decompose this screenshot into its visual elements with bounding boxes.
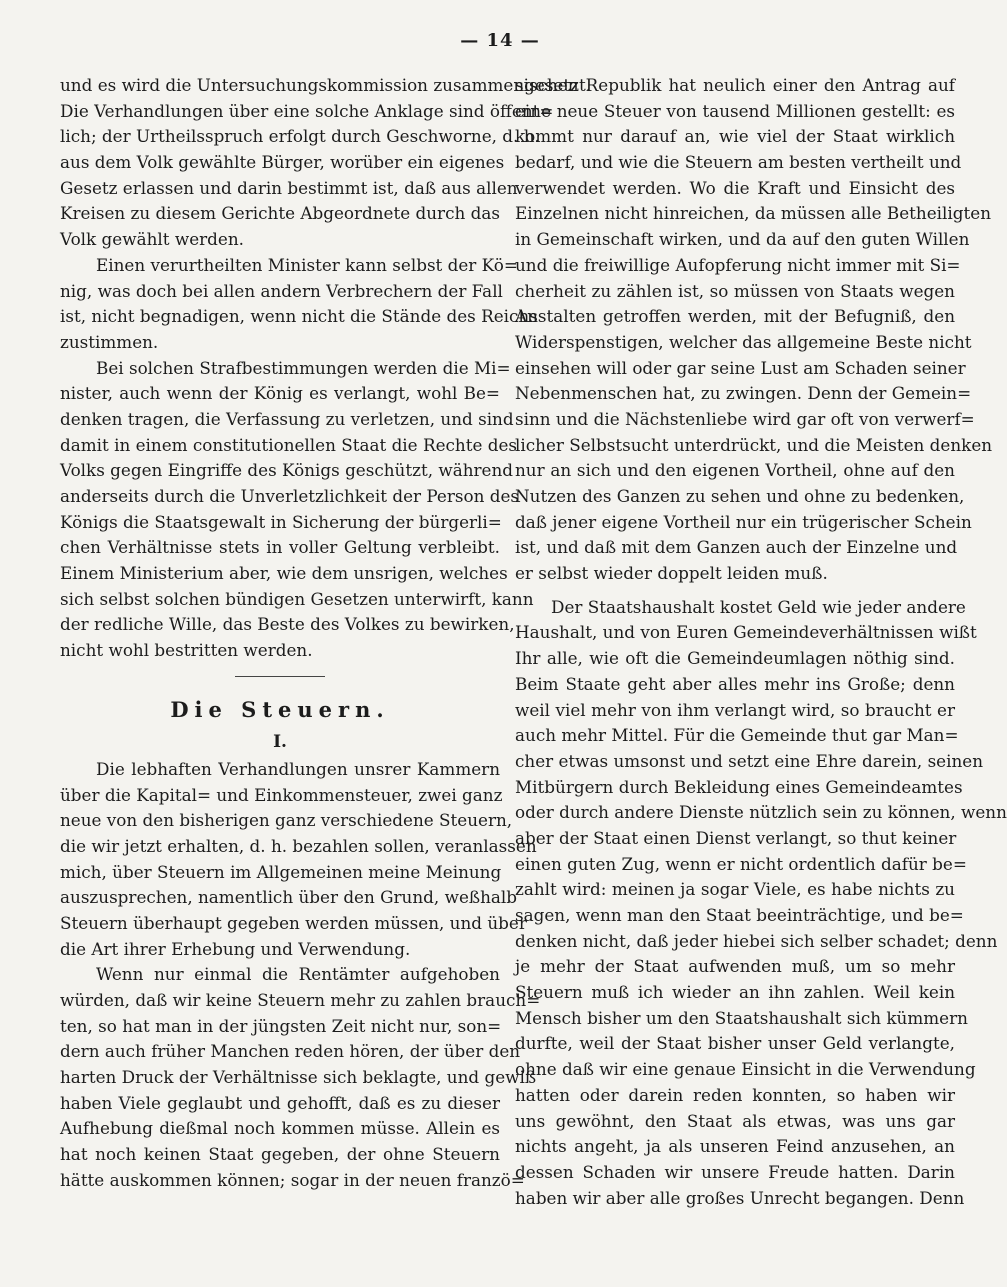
text-line: eine neue Steuer von tausend Millionen gestellt: es [515,100,955,121]
section-title: Die Steuern. [170,696,390,722]
text-line: weil viel mehr von ihm verlangt wird, so braucht er [515,699,955,720]
text-line: einen guten Zug, wenn er nicht ordentlich dafür be= [515,853,967,874]
text-line: Volk gewählt werden. [60,229,244,250]
text-line: nicht wohl bestritten werden. [60,640,313,661]
paragraph [60,757,537,963]
text-line: nur an sich und den eigenen Vortheil, ohne auf den [515,460,955,481]
text-line: Einem Ministerium aber, wie dem unsrigen, welches [60,563,508,584]
text-line: die wir jetzt erhalten, d. h. bezahlen sollen, veranlassen [60,835,537,856]
text-line: Die Verhandlungen über eine solche Anklage sind öffent= [60,100,554,121]
text-line: aber der Staat einen Dienst verlangt, so thut keiner [515,827,957,848]
text-line: Der Staatshaushalt kostet Geld wie jeder andere [551,596,966,617]
right-column [515,73,1007,1211]
text-line: nig, was doch bei allen andern Verbrechern der Fall [60,280,503,301]
text-line: hätte auskommen können; sogar in der neuen franzö= [60,1169,525,1190]
text-line: verwendet werden. Wo die Kraft und Einsicht des [515,177,955,198]
text-line: denken tragen, die Verfassung zu verletzen, und sind [60,408,514,429]
text-line: Ihr alle, wie oft die Gemeindeumlagen nöthig sind. [515,648,955,669]
text-line: cherheit zu zählen ist, so müssen von Staats wegen [515,280,955,301]
text-line: Mitbürgern durch Bekleidung eines Gemeindeamtes [515,776,963,797]
text-line: hatten oder darein reden konnten, so haben wir [515,1084,955,1105]
text-line: und es wird die Untersuchungskommission zusammengesetzt. [60,75,592,95]
text-line: Einen verurtheilten Minister kann selbst der Kö= [96,254,518,275]
text-line: über die Kapital= und Einkommensteuer, zwei ganz [60,784,503,805]
text-line: aus dem Volk gewählte Bürger, worüber ein eigenes [60,152,505,173]
text-line: Nutzen des Ganzen zu sehen und ohne zu bedenken, [515,486,965,506]
section-number: I. [273,731,287,752]
text-line: Widerspenstigen, welcher das allgemeine Beste nicht [515,331,972,352]
text-line: Anstalten getroffen werden, mit der Befugniß, den [515,306,955,327]
text-line: einsehen will oder gar seine Lust am Schaden seiner [515,357,966,378]
text-line: sischen Republik hat neulich einer den Antrag auf [515,75,955,95]
text-line: bedarf, und wie die Steuern am besten vertheilt und [515,152,962,173]
text-line: chen Verhältnisse stets in voller Geltung verbleibt. [60,537,500,558]
text-line: Gesetz erlassen und darin bestimmt ist, daß aus allen [60,177,518,198]
text-line: haben Viele geglaubt und gehofft, daß es zu dieser [60,1092,500,1113]
text-line: Steuern muß ich wieder an ihn zahlen. Weil kein [515,982,955,1003]
text-line: denken nicht, daß jeder hiebei sich selber schadet; denn [515,930,998,951]
text-line: in Gemeinschaft wirken, und da auf den guten Willen [515,229,970,250]
text-line: Mensch bisher um den Staatshaushalt sich kümmern [515,1007,968,1028]
text-line: damit in einem constitutionellen Staat die Rechte des [60,434,518,455]
text-line: nister, auch wenn der König es verlangt, wohl Be= [60,383,500,404]
text-line: die Art ihrer Erhebung und Verwendung. [60,938,411,959]
text-line: dern auch früher Manchen reden hören, der über den [60,1041,521,1062]
paragraph [60,73,592,253]
text-line: durfte, weil der Staat bisher unser Geld verlangte, [515,1033,955,1054]
text-line: sich selbst solchen bündigen Gesetzen unterwirft, kann [60,588,534,609]
text-line: neue von den bisherigen ganz verschiedene Steuern, [60,810,513,831]
paragraph [515,73,993,587]
text-line: cher etwas umsonst und setzt eine Ehre darein, seinen [515,750,984,771]
text-line: dessen Schaden wir unsere Freude hatten. Darin [515,1161,955,1182]
text-line: Beim Staate geht aber alles mehr ins Große; denn [515,673,955,694]
text-line: der redliche Wille, das Beste des Volkes zu bewirken, [60,614,515,635]
paragraph-gap [515,587,955,595]
text-line: zahlt wird: meinen ja sogar Viele, es habe nichts zu [515,879,955,900]
text-line: Königs die Staatsgewalt in Sicherung der bürgerli= [60,511,502,532]
text-line: oder durch andere Dienste nützlich sein zu können, wenn [515,802,1007,823]
text-line: Aufhebung dießmal noch kommen müsse. Allein es [60,1118,500,1139]
text-line: sinn und die Nächstenliebe wird gar oft von verwerf= [515,408,975,429]
text-line: kommt nur darauf an, wie viel der Staat wirklich [515,126,955,147]
section-divider [235,676,325,677]
paragraph [515,595,1007,1212]
text-line: anderseits durch die Unverletzlichkeit der Person des [60,486,520,506]
text-line: licher Selbstsucht unterdrückt, und die Meisten denken [515,434,993,455]
text-line: würden, daß wir keine Steuern mehr zu zahlen brauch= [60,990,541,1010]
text-line: Steuern überhaupt gegeben werden müssen, und über [60,912,527,933]
text-line: Wenn nur einmal die Rentämter aufgehoben [96,964,500,985]
text-line: haben wir aber alle großes Unrecht begangen. Denn [515,1187,965,1208]
text-line: er selbst wieder doppelt leiden muß. [515,563,828,584]
text-line: auch mehr Mittel. Für die Gemeinde thut gar Man= [515,725,959,746]
paragraph [60,356,534,664]
text-line: ist, nicht begnadigen, wenn nicht die Stände des Reichs [60,306,538,327]
text-line: zustimmen. [60,331,159,352]
paragraph [60,962,541,1193]
text-line: Die lebhaften Verhandlungen unsrer Kammern [96,758,500,779]
text-line: hat noch keinen Staat gegeben, der ohne Steuern [60,1144,500,1165]
text-line: auszusprechen, namentlich über den Grund, weßhalb [60,887,518,908]
text-line: und die freiwillige Aufopferung nicht immer mit Si= [515,254,961,275]
page-number: — 14 — [460,30,540,51]
text-line: uns gewöhnt, den Staat als etwas, was uns gar [515,1110,955,1131]
text-line: mich, über Steuern im Allgemeinen meine Meinung [60,861,502,882]
text-line: Volks gegen Eingriffe des Königs geschützt, während [60,460,514,481]
text-line: ohne daß wir eine genaue Einsicht in die Verwendung [515,1059,976,1080]
text-line: harten Druck der Verhältnisse sich beklagte, und gewiß [60,1067,537,1088]
text-line: Bei solchen Strafbestimmungen werden die Mi= [96,357,511,378]
text-line: daß jener eigene Vortheil nur ein trügerischer Schein [515,511,972,532]
text-line: ten, so hat man in der jüngsten Zeit nicht nur, son= [60,1015,502,1036]
text-line: je mehr der Staat aufwenden muß, um so mehr [515,956,955,977]
left-column [60,73,592,1194]
text-line: Nebenmenschen hat, zu zwingen. Denn der Gemein= [515,383,972,404]
paragraph [60,253,538,356]
text-line: lich; der Urtheilsspruch erfolgt durch Geschworne, d. h. [60,126,540,147]
text-line: nichts angeht, ja als unseren Feind anzusehen, an [515,1136,955,1157]
text-line: ist, und daß mit dem Ganzen auch der Einzelne und [515,537,958,558]
text-line: sagen, wenn man den Staat beeinträchtige, und be= [515,905,964,925]
text-line: Kreisen zu diesem Gerichte Abgeordnete durch das [60,203,500,224]
text-line: Einzelnen nicht hinreichen, da müssen alle Betheiligten [515,203,991,224]
text-line: Haushalt, und von Euren Gemeindeverhältnissen wißt [515,622,977,643]
